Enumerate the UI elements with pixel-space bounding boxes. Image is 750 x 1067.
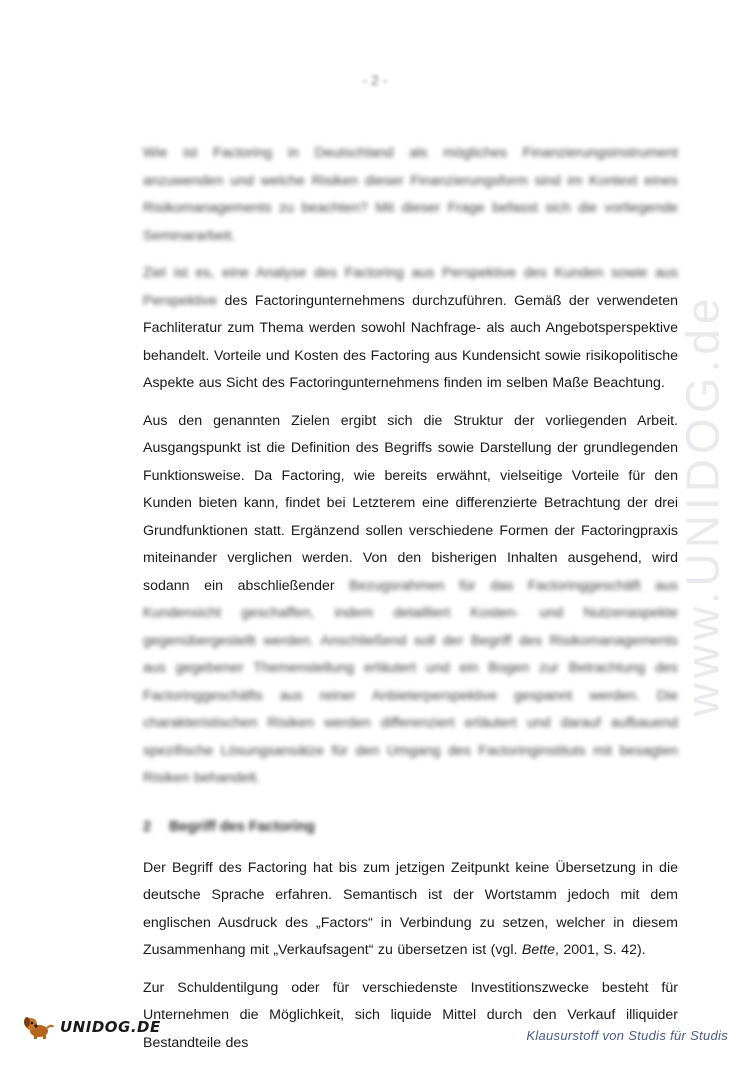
citation-author: Bette — [521, 942, 555, 958]
footer-slogan: Klausurstoff von Studis für Studis — [526, 1028, 728, 1043]
citation-rest: , 2001, S. 42). — [555, 942, 646, 958]
intro-paragraph: Wie ist Factoring in Deutschland als mögliches Finanzierungsinstrument anzuwenden und welche Risiken dieser Finanzierungsform sind im Kontext eines Risikomanagements zu beachten? Mit dieser Frage befasst sich die vorliegende Seminararbeit. — [143, 145, 678, 244]
structure-paragraph-blurred: Bezugsrahmen für das Factoringgeschäft aus Kundensicht geschaffen, indem detailliert Kosten- und Nutzenaspekte gegenübergestellt werden. Anschließend soll der Begriff des Risikomanagements aus gegebener Themenstellung erläutert und ein Bogen zur Betrachtung des Factoringgeschäfts aus reiner Anbieterperspektive gespannt werden. Die charakteristischen Risiken werden differenziert erläutert und darauf aufbauend spezifische Lösungsansätze für den Umgang des Factoringinstituts mit besagten Risiken behandelt. — [143, 577, 678, 786]
goal-paragraph — [143, 260, 678, 398]
section-title: Begriff des Factoring — [169, 818, 315, 835]
definition-paragraph — [143, 855, 678, 965]
goal-paragraph-blurred: Ziel ist es, eine Analyse des Factoring aus Perspektive des Kunden sowie aus Perspektive — [143, 265, 678, 309]
structure-paragraph — [143, 408, 678, 793]
page-number: - 2 - — [362, 72, 388, 88]
watermark-text: www.UNIDOG.de — [676, 293, 729, 717]
definition-text: Der Begriff des Factoring hat bis zum jetzigen Zeitpunkt keine Übersetzung in die deutsche Sprache erfahren. Semantisch ist der Wortstamm jedoch mit dem englischen Ausdruck des „Factors“ in Verbindung zu setzen, welcher in diesem Zusammenhang mit „Verkaufsagent“ zu übersetzen ist (vgl. — [143, 859, 678, 958]
structure-paragraph-text: Aus den genannten Zielen ergibt sich die Struktur der vorliegenden Arbeit. Ausgangspunkt ist die Definition des Begriffs sowie Darstellung der grundlegenden Funktionsweise. Da Factoring, wie bereits erwähnt, vielseitige Vorteile für den Kunden bieten kann, findet bei Letzterem eine differenzierte Betrachtung der drei Grundfunktionen statt. Ergänzend sollen verschiedene Formen der Factoringpraxis miteinander verglichen werden. Von den bisherigen Inhalten ausgehend, wird sodann ein abschließender — [143, 412, 678, 594]
goal-paragraph-text: des Factoringunternehmens durchzuführen. Gemäß der verwendeten Fachliteratur zum Thema werden sowohl Nachfrage- als auch Angebotsperspektive behandelt. Vorteile und Kosten des Factoring aus Kundensicht sowie risikopolitische Aspekte aus Sicht des Factoringunternehmens finden im selben Maße Beachtung. — [143, 292, 678, 391]
footer-logo[interactable] — [22, 1014, 161, 1040]
financing-paragraph: Zur Schuldentilgung oder für verschiedenste Investitionszwecke besteht für Unternehmen die Möglichkeit, sich liquide Mittel durch den Verkauf illiquider Bestandteile des — [143, 979, 678, 1051]
watermark — [672, 280, 732, 730]
dog-icon — [22, 1014, 54, 1040]
document-body — [143, 140, 678, 1067]
logo-text: UNIDOG.DE — [60, 1018, 161, 1036]
section-number: 2 — [143, 818, 152, 835]
section-heading — [143, 819, 678, 835]
